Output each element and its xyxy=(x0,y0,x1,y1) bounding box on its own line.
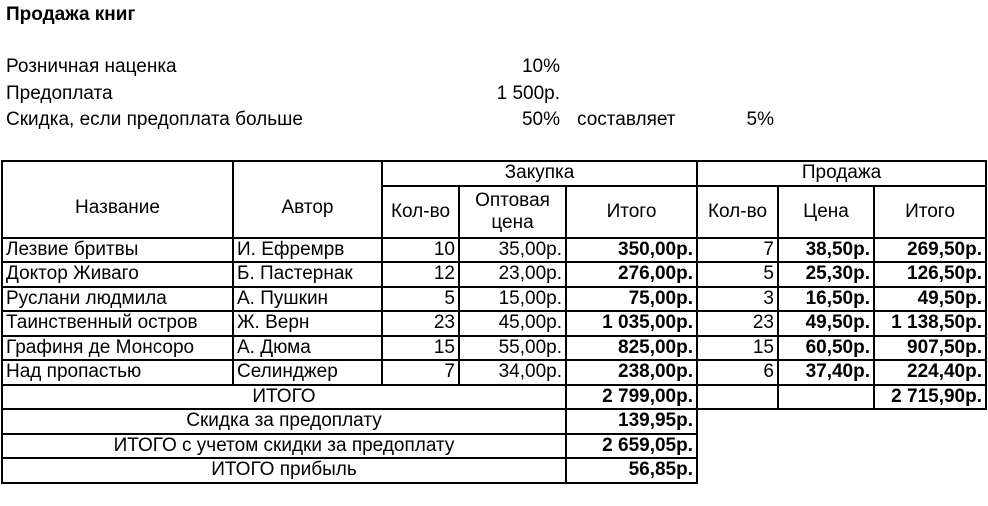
header-sale-qty[interactable]: Кол-во xyxy=(697,186,778,238)
cell-author[interactable]: И. Ефремрв xyxy=(233,238,382,263)
empty-area xyxy=(697,409,986,434)
cell-author[interactable]: Б. Пастернак xyxy=(233,262,382,287)
header-sale-group[interactable]: Продажа xyxy=(697,161,986,186)
total-sale-price-empty[interactable] xyxy=(778,385,874,410)
cell-sale-price[interactable]: 37,40р. xyxy=(778,360,874,385)
total-sale-qty-empty[interactable] xyxy=(697,385,778,410)
cell-purchase-total[interactable]: 350,00р. xyxy=(566,238,697,263)
cell-sale-total[interactable]: 907,50р. xyxy=(874,336,986,361)
cell-name[interactable]: Доктор Живаго xyxy=(2,262,233,287)
header-author[interactable]: Автор xyxy=(233,161,382,238)
cell-sale-total[interactable]: 224,40р. xyxy=(874,360,986,385)
table-row xyxy=(2,262,986,287)
cell-name[interactable]: Руслани людмила xyxy=(2,287,233,312)
cell-author[interactable]: Селинджер xyxy=(233,360,382,385)
cell-sale-qty[interactable]: 6 xyxy=(697,360,778,385)
header-name[interactable]: Название xyxy=(2,161,233,238)
header-purchase-group[interactable]: Закупка xyxy=(382,161,697,186)
cell-name[interactable]: Таинственный остров xyxy=(2,311,233,336)
total-label[interactable]: ИТОГО xyxy=(2,385,566,410)
sheet-title: Продажа книг xyxy=(6,4,136,25)
cell-sale-total[interactable]: 1 138,50р. xyxy=(874,311,986,336)
table-row xyxy=(2,336,986,361)
cell-purchase-price[interactable]: 35,00р. xyxy=(459,238,566,263)
header-sale-price[interactable]: Цена xyxy=(778,186,874,238)
cell-sale-price[interactable]: 38,50р. xyxy=(778,238,874,263)
empty-area xyxy=(697,434,986,459)
cell-sale-qty[interactable]: 23 xyxy=(697,311,778,336)
cell-purchase-price[interactable]: 34,00р. xyxy=(459,360,566,385)
discount-value[interactable]: 139,95р. xyxy=(566,409,697,434)
cell-name[interactable]: Лезвие бритвы xyxy=(2,238,233,263)
discount-rate-value[interactable]: 5% xyxy=(746,109,774,130)
sales-table xyxy=(1,160,987,484)
cell-purchase-qty[interactable]: 7 xyxy=(382,360,459,385)
cell-sale-total[interactable]: 49,50р. xyxy=(874,287,986,312)
cell-purchase-total[interactable]: 276,00р. xyxy=(566,262,697,287)
total-with-discount-value[interactable]: 2 659,05р. xyxy=(566,434,697,459)
cell-purchase-qty[interactable]: 10 xyxy=(382,238,459,263)
cell-name[interactable]: Над пропастью xyxy=(2,360,233,385)
prepay-value[interactable]: 1 500р. xyxy=(496,83,560,104)
cell-author[interactable]: А. Пушкин xyxy=(233,287,382,312)
cell-sale-qty[interactable]: 15 xyxy=(697,336,778,361)
table-row xyxy=(2,287,986,312)
cell-purchase-qty[interactable]: 12 xyxy=(382,262,459,287)
cell-purchase-qty[interactable]: 23 xyxy=(382,311,459,336)
profit-value[interactable]: 56,85р. xyxy=(566,458,697,483)
cell-author[interactable]: Ж. Верн xyxy=(233,311,382,336)
table-row xyxy=(2,311,986,336)
cell-sale-qty[interactable]: 3 xyxy=(697,287,778,312)
cell-author[interactable]: А. Дюма xyxy=(233,336,382,361)
table-row xyxy=(2,238,986,263)
prepay-label: Предоплата xyxy=(6,83,113,104)
discount-rate-label: составляет xyxy=(577,109,676,130)
total-with-discount-label[interactable]: ИТОГО с учетом скидки за предоплату xyxy=(2,434,566,459)
empty-area xyxy=(697,458,986,483)
cell-purchase-price[interactable]: 23,00р. xyxy=(459,262,566,287)
cell-purchase-price[interactable]: 45,00р. xyxy=(459,311,566,336)
cell-purchase-total[interactable]: 825,00р. xyxy=(566,336,697,361)
cell-purchase-total[interactable]: 1 035,00р. xyxy=(566,311,697,336)
markup-label: Розничная наценка xyxy=(6,56,177,77)
discount-row xyxy=(2,409,986,434)
discount-label[interactable]: Скидка за предоплату xyxy=(2,409,566,434)
cell-name[interactable]: Графиня де Монсоро xyxy=(2,336,233,361)
header-purchase-qty[interactable]: Кол-во xyxy=(382,186,459,238)
total-with-discount-row xyxy=(2,434,986,459)
discount-threshold-value[interactable]: 50% xyxy=(521,109,560,130)
totals-row xyxy=(2,385,986,410)
header-purchase-price[interactable]: Оптовая цена xyxy=(459,186,566,238)
header-sale-total[interactable]: Итого xyxy=(874,186,986,238)
cell-purchase-qty[interactable]: 5 xyxy=(382,287,459,312)
cell-sale-price[interactable]: 16,50р. xyxy=(778,287,874,312)
cell-sale-price[interactable]: 60,50р. xyxy=(778,336,874,361)
cell-purchase-total[interactable]: 238,00р. xyxy=(566,360,697,385)
cell-sale-total[interactable]: 126,50р. xyxy=(874,262,986,287)
cell-sale-qty[interactable]: 7 xyxy=(697,238,778,263)
profit-row xyxy=(2,458,986,483)
total-sale-value[interactable]: 2 715,90р. xyxy=(874,385,986,410)
cell-sale-price[interactable]: 49,50р. xyxy=(778,311,874,336)
cell-sale-price[interactable]: 25,30р. xyxy=(778,262,874,287)
cell-sale-qty[interactable]: 5 xyxy=(697,262,778,287)
cell-purchase-qty[interactable]: 15 xyxy=(382,336,459,361)
cell-purchase-price[interactable]: 55,00р. xyxy=(459,336,566,361)
markup-value[interactable]: 10% xyxy=(521,56,560,77)
total-purchase-value[interactable]: 2 799,00р. xyxy=(566,385,697,410)
cell-purchase-price[interactable]: 15,00р. xyxy=(459,287,566,312)
discount-threshold-label: Скидка, если предоплата больше xyxy=(6,109,303,130)
cell-sale-total[interactable]: 269,50р. xyxy=(874,238,986,263)
profit-label[interactable]: ИТОГО прибыль xyxy=(2,458,566,483)
cell-purchase-total[interactable]: 75,00р. xyxy=(566,287,697,312)
header-purchase-total[interactable]: Итого xyxy=(566,186,697,238)
table-row xyxy=(2,360,986,385)
